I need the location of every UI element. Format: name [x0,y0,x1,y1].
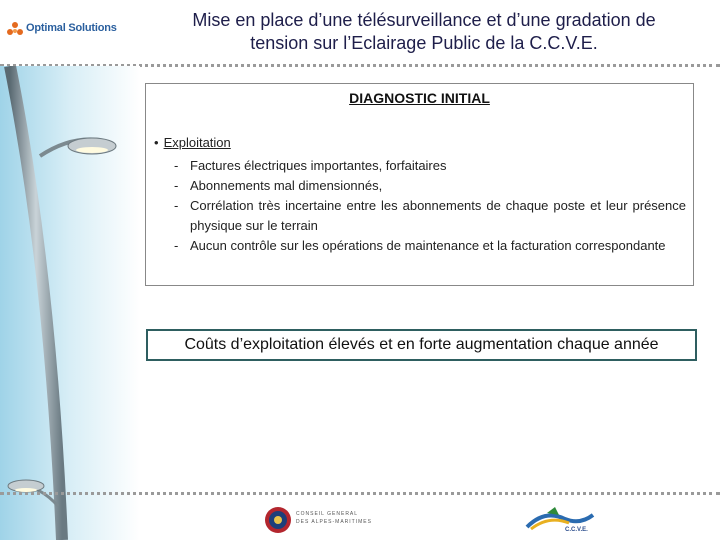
bullet-exploitation [154,135,231,150]
title-line-2: tension sur l’Eclairage Public de la C.C.V.E. [250,33,598,53]
list-item-text: Abonnements mal dimensionnés, [190,178,383,193]
logo-mark-icon [6,21,24,39]
ccve-logo [525,503,605,537]
street-lamp-illustration [0,66,140,540]
dash-icon: - [174,238,179,253]
conseil-general-logo [262,504,382,536]
title-line-1: Mise en place d’une télésurveillance et d’une gradation de [192,10,656,30]
optimal-solutions-logo [6,18,126,48]
bullet-dot-icon: • [154,135,159,150]
diagnostic-title: DIAGNOSTIC INITIAL [349,90,490,106]
dash-icon: - [174,178,179,193]
dash-icon: - [174,198,179,213]
list-item [174,236,686,256]
cg-line-1: CONSEIL GENERAL [296,511,359,517]
logo-text: Optimal Solutions [26,22,117,34]
list-item [174,176,686,196]
list-item [174,156,686,176]
conclusion-box: Coûts d’exploitation élevés et en forte augmentation chaque année [146,329,697,361]
page-title [140,9,708,55]
diagnostic-box [145,83,694,286]
list-item-text: Corrélation très incertaine entre les abonnements de chaque poste et leur présence physique sur le terrain [190,198,686,233]
bottom-divider [0,492,720,495]
list-item-text: Factures électriques importantes, forfaitaires [190,158,447,173]
sub-list [174,156,686,256]
list-item [174,196,686,236]
conseil-general-text [296,510,372,526]
ccve-text: C.C.V.E. [565,527,588,533]
dash-icon: - [174,158,179,173]
cg-line-2: DES ALPES-MARITIMES [296,519,372,525]
bullet-label: Exploitation [163,135,231,150]
list-item-text: Aucun contrôle sur les opérations de maintenance et la facturation correspondante [190,238,666,253]
crest-icon [264,506,292,534]
